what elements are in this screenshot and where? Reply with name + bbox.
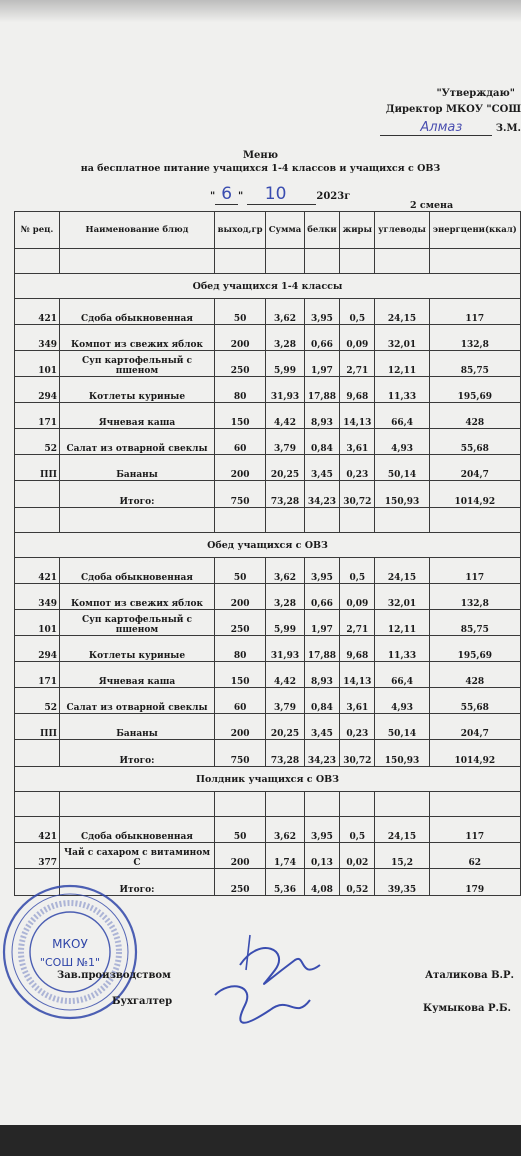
blank-cell bbox=[375, 249, 429, 274]
table-cell: Суп картофельный с пшеном bbox=[60, 610, 215, 636]
total-cell: 750 bbox=[215, 740, 266, 767]
total-blank bbox=[15, 740, 60, 767]
date-year: 2023г bbox=[316, 191, 351, 202]
header-carbs: углеводы bbox=[375, 212, 429, 249]
table-cell: 171 bbox=[15, 662, 60, 688]
blank-cell bbox=[429, 249, 520, 274]
table-cell: 3,61 bbox=[340, 429, 375, 455]
table-cell: 1,97 bbox=[304, 351, 339, 377]
blank-cell bbox=[215, 508, 266, 533]
table-cell: Салат из отварной свеклы bbox=[60, 429, 215, 455]
director-signature-hw: Алмаз bbox=[380, 120, 492, 136]
blank-cell bbox=[15, 249, 60, 274]
table-cell: Котлеты куриные bbox=[60, 377, 215, 403]
table-cell: 200 bbox=[215, 843, 266, 869]
table-cell: 17,88 bbox=[304, 636, 339, 662]
accountant-label: Бухгалтер bbox=[112, 996, 173, 1007]
table-row bbox=[15, 325, 521, 351]
table-cell: 0,84 bbox=[304, 429, 339, 455]
table-cell: 66,4 bbox=[375, 662, 429, 688]
table-cell: 24,15 bbox=[375, 558, 429, 584]
table-cell: 3,95 bbox=[304, 817, 339, 843]
table-cell: 132,8 bbox=[429, 584, 520, 610]
accountant-name: Кумыкова Р.Б. bbox=[423, 1003, 512, 1014]
table-cell: 24,15 bbox=[375, 817, 429, 843]
table-row bbox=[15, 429, 521, 455]
table-cell: 52 bbox=[15, 429, 60, 455]
table-cell: 0,66 bbox=[304, 325, 339, 351]
table-cell: 9,68 bbox=[340, 636, 375, 662]
table-row bbox=[15, 714, 521, 740]
table-cell: 3,45 bbox=[304, 714, 339, 740]
blank-cell bbox=[304, 792, 339, 817]
total-cell: 5,36 bbox=[266, 869, 304, 896]
table-cell: 5,99 bbox=[266, 610, 304, 636]
header-energy: энергцени(ккал) bbox=[429, 212, 520, 249]
director-signature-line bbox=[380, 120, 521, 135]
table-cell: 0,09 bbox=[340, 325, 375, 351]
blank-row bbox=[15, 508, 521, 533]
shift-label: 2 смена bbox=[410, 200, 454, 211]
table-row bbox=[15, 455, 521, 481]
table-cell: 250 bbox=[215, 351, 266, 377]
table-cell: 9,68 bbox=[340, 377, 375, 403]
blank-cell bbox=[266, 249, 304, 274]
table-cell: ПП bbox=[15, 455, 60, 481]
total-cell: 30,72 bbox=[340, 481, 375, 508]
menu-date bbox=[210, 184, 350, 204]
total-cell: 1014,92 bbox=[429, 740, 520, 767]
table-cell: Ячневая каша bbox=[60, 662, 215, 688]
table-cell: 200 bbox=[215, 714, 266, 740]
table-cell: 80 bbox=[215, 377, 266, 403]
blank-cell bbox=[15, 508, 60, 533]
table-cell: 3,62 bbox=[266, 299, 304, 325]
table-cell: 421 bbox=[15, 558, 60, 584]
table-cell: Компот из свежих яблок bbox=[60, 325, 215, 351]
table-cell: 195,69 bbox=[429, 636, 520, 662]
table-cell: 8,93 bbox=[304, 662, 339, 688]
table-cell: 3,95 bbox=[304, 299, 339, 325]
table-cell: 14,13 bbox=[340, 403, 375, 429]
table-cell: Котлеты куриные bbox=[60, 636, 215, 662]
table-cell: 200 bbox=[215, 325, 266, 351]
table-cell: 132,8 bbox=[429, 325, 520, 351]
blank-cell bbox=[375, 508, 429, 533]
table-cell: Сдоба обыкновенная bbox=[60, 558, 215, 584]
table-cell: 294 bbox=[15, 636, 60, 662]
table-cell: 195,69 bbox=[429, 377, 520, 403]
section-lunch-1-4-title: Обед учащихся 1-4 классы bbox=[15, 274, 521, 299]
blank-cell bbox=[304, 508, 339, 533]
table-cell: 4,42 bbox=[266, 403, 304, 429]
table-cell: 0,5 bbox=[340, 558, 375, 584]
section-snack-ovz-title: Полдник учащихся с ОВЗ bbox=[15, 767, 521, 792]
table-cell: 117 bbox=[429, 558, 520, 584]
blank-cell bbox=[375, 792, 429, 817]
table-cell: 3,28 bbox=[266, 325, 304, 351]
table-cell: 11,33 bbox=[375, 377, 429, 403]
section-lunch-1-4-row bbox=[15, 274, 521, 299]
total-cell: 73,28 bbox=[266, 481, 304, 508]
table-row bbox=[15, 558, 521, 584]
stamp-center-bottom: "СОШ №1" bbox=[39, 956, 101, 969]
table-cell: 2,71 bbox=[340, 351, 375, 377]
table-cell: 3,62 bbox=[266, 817, 304, 843]
table-row bbox=[15, 688, 521, 714]
table-cell: Компот из свежих яблок bbox=[60, 584, 215, 610]
table-cell: 1,74 bbox=[266, 843, 304, 869]
total-cell: 34,23 bbox=[304, 481, 339, 508]
table-cell: 150 bbox=[215, 662, 266, 688]
table-cell: 12,11 bbox=[375, 351, 429, 377]
blank-cell bbox=[429, 508, 520, 533]
table-cell: 55,68 bbox=[429, 688, 520, 714]
blank-cell bbox=[266, 508, 304, 533]
table-cell: 20,25 bbox=[266, 714, 304, 740]
blank-cell bbox=[340, 508, 375, 533]
table-row bbox=[15, 610, 521, 636]
table-cell: 101 bbox=[15, 351, 60, 377]
table-cell: 0,84 bbox=[304, 688, 339, 714]
table-cell: 60 bbox=[215, 429, 266, 455]
manager-name: Аталикова В.Р. bbox=[425, 970, 515, 981]
section-lunch-ovz-row bbox=[15, 533, 521, 558]
blank-cell bbox=[304, 249, 339, 274]
table-cell: 349 bbox=[15, 325, 60, 351]
table-cell: 150 bbox=[215, 403, 266, 429]
table-cell: Чай с сахаром с витамином С bbox=[60, 843, 215, 869]
table-cell: 294 bbox=[15, 377, 60, 403]
table-cell: 8,93 bbox=[304, 403, 339, 429]
table-cell: 85,75 bbox=[429, 610, 520, 636]
table-cell: Ячневая каша bbox=[60, 403, 215, 429]
table-cell: 3,28 bbox=[266, 584, 304, 610]
date-day: 6 bbox=[215, 184, 238, 205]
blank-cell bbox=[340, 792, 375, 817]
table-cell: 3,61 bbox=[340, 688, 375, 714]
table-cell: 204,7 bbox=[429, 455, 520, 481]
header-protein: белки bbox=[304, 212, 339, 249]
header-portion: выход,гр bbox=[215, 212, 266, 249]
approve-label: "Утверждаю" bbox=[436, 88, 515, 99]
blank-row bbox=[15, 792, 521, 817]
table-cell: 117 bbox=[429, 299, 520, 325]
signatures bbox=[200, 925, 340, 1040]
total-row bbox=[15, 481, 521, 508]
table-cell: 0,23 bbox=[340, 455, 375, 481]
table-cell: 14,13 bbox=[340, 662, 375, 688]
table-cell: 200 bbox=[215, 584, 266, 610]
table-cell: 32,01 bbox=[375, 584, 429, 610]
table-header-row bbox=[15, 212, 521, 249]
blank-cell bbox=[60, 508, 215, 533]
table-cell: 31,93 bbox=[266, 377, 304, 403]
blank-cell bbox=[266, 792, 304, 817]
blank-cell bbox=[215, 792, 266, 817]
total-cell: 150,93 bbox=[375, 481, 429, 508]
table-cell: 377 bbox=[15, 843, 60, 869]
table-cell: 428 bbox=[429, 662, 520, 688]
menu-subtitle: на бесплатное питание учащихся 1-4 классов и учащихся с ОВЗ bbox=[80, 163, 441, 174]
table-cell: 0,5 bbox=[340, 299, 375, 325]
blank-cell bbox=[340, 249, 375, 274]
table-row bbox=[15, 584, 521, 610]
table-cell: 31,93 bbox=[266, 636, 304, 662]
blank-cell bbox=[60, 792, 215, 817]
total-cell: 250 bbox=[215, 869, 266, 896]
table-cell: 0,09 bbox=[340, 584, 375, 610]
manager-label: Зав.производством bbox=[57, 970, 171, 981]
table-row bbox=[15, 817, 521, 843]
total-cell: 30,72 bbox=[340, 740, 375, 767]
table-cell: 62 bbox=[429, 843, 520, 869]
total-cell: Итого: bbox=[60, 481, 215, 508]
table-cell: 50 bbox=[215, 558, 266, 584]
total-cell: 1014,92 bbox=[429, 481, 520, 508]
header-fat: жиры bbox=[340, 212, 375, 249]
table-cell: 349 bbox=[15, 584, 60, 610]
header-recipe: № рец. bbox=[15, 212, 60, 249]
table-cell: 55,68 bbox=[429, 429, 520, 455]
table-cell: 101 bbox=[15, 610, 60, 636]
table-row bbox=[15, 636, 521, 662]
header-dish: Наименование блюд bbox=[60, 212, 215, 249]
date-quote-open: " bbox=[210, 191, 216, 202]
header-sum: Сумма bbox=[266, 212, 304, 249]
table-cell: 17,88 bbox=[304, 377, 339, 403]
table-cell: Суп картофельный с пшеном bbox=[60, 351, 215, 377]
menu-table bbox=[14, 211, 521, 896]
table-cell: 117 bbox=[429, 817, 520, 843]
blank-row bbox=[15, 249, 521, 274]
total-cell: 39,35 bbox=[375, 869, 429, 896]
table-cell: 4,93 bbox=[375, 688, 429, 714]
table-cell: 24,15 bbox=[375, 299, 429, 325]
table-cell: 2,71 bbox=[340, 610, 375, 636]
total-row bbox=[15, 740, 521, 767]
total-cell: Итого: bbox=[60, 740, 215, 767]
table-cell: 0,5 bbox=[340, 817, 375, 843]
table-cell: 204,7 bbox=[429, 714, 520, 740]
director-initials: З.М. bbox=[495, 123, 521, 134]
table-row bbox=[15, 403, 521, 429]
table-cell: 1,97 bbox=[304, 610, 339, 636]
table-cell: 421 bbox=[15, 817, 60, 843]
total-cell: Итого: bbox=[60, 869, 215, 896]
table-cell: 0,23 bbox=[340, 714, 375, 740]
stamp-center-top: МКОУ bbox=[52, 937, 88, 951]
total-blank bbox=[15, 481, 60, 508]
date-month: 10 bbox=[247, 184, 317, 205]
table-cell: 171 bbox=[15, 403, 60, 429]
blank-cell bbox=[60, 249, 215, 274]
table-cell: 428 bbox=[429, 403, 520, 429]
table-cell: 20,25 bbox=[266, 455, 304, 481]
table-cell: 15,2 bbox=[375, 843, 429, 869]
table-cell: 4,93 bbox=[375, 429, 429, 455]
table-cell: 11,33 bbox=[375, 636, 429, 662]
table-row bbox=[15, 662, 521, 688]
table-cell: 0,13 bbox=[304, 843, 339, 869]
table-cell: 66,4 bbox=[375, 403, 429, 429]
total-cell: 179 bbox=[429, 869, 520, 896]
blank-cell bbox=[429, 792, 520, 817]
blank-cell bbox=[215, 249, 266, 274]
table-cell: 85,75 bbox=[429, 351, 520, 377]
table-row bbox=[15, 299, 521, 325]
table-cell: 0,02 bbox=[340, 843, 375, 869]
table-cell: 3,79 bbox=[266, 429, 304, 455]
total-cell: 4,08 bbox=[304, 869, 339, 896]
table-cell: 200 bbox=[215, 455, 266, 481]
menu-title: Меню bbox=[242, 150, 278, 161]
table-cell: 12,11 bbox=[375, 610, 429, 636]
table-cell: 3,62 bbox=[266, 558, 304, 584]
table-cell: 60 bbox=[215, 688, 266, 714]
table-cell: Сдоба обыкновенная bbox=[60, 299, 215, 325]
director-label: Директор МКОУ "СОШ bbox=[385, 104, 521, 115]
table-row bbox=[15, 843, 521, 869]
table-cell: 4,42 bbox=[266, 662, 304, 688]
table-cell: 5,99 bbox=[266, 351, 304, 377]
table-cell: 421 bbox=[15, 299, 60, 325]
table-cell: 80 bbox=[215, 636, 266, 662]
table-cell: 50,14 bbox=[375, 714, 429, 740]
table-cell: Бананы bbox=[60, 714, 215, 740]
table-row bbox=[15, 377, 521, 403]
table-cell: Бананы bbox=[60, 455, 215, 481]
table-cell: 50,14 bbox=[375, 455, 429, 481]
section-lunch-ovz-title: Обед учащихся с ОВЗ bbox=[15, 533, 521, 558]
section-snack-ovz-row bbox=[15, 767, 521, 792]
table-cell: 3,79 bbox=[266, 688, 304, 714]
total-cell: 150,93 bbox=[375, 740, 429, 767]
table-row bbox=[15, 351, 521, 377]
table-cell: Сдоба обыкновенная bbox=[60, 817, 215, 843]
total-cell: 34,23 bbox=[304, 740, 339, 767]
table-cell: 3,45 bbox=[304, 455, 339, 481]
table-cell: 3,95 bbox=[304, 558, 339, 584]
blank-cell bbox=[15, 792, 60, 817]
table-cell: 50 bbox=[215, 299, 266, 325]
table-cell: 52 bbox=[15, 688, 60, 714]
total-cell: 0,52 bbox=[340, 869, 375, 896]
table-cell: 0,66 bbox=[304, 584, 339, 610]
date-quote-close: " bbox=[238, 191, 244, 202]
table-cell: 250 bbox=[215, 610, 266, 636]
table-cell: 50 bbox=[215, 817, 266, 843]
page-top-shadow bbox=[0, 0, 521, 22]
total-cell: 73,28 bbox=[266, 740, 304, 767]
table-cell: 32,01 bbox=[375, 325, 429, 351]
total-cell: 750 bbox=[215, 481, 266, 508]
table-cell: Салат из отварной свеклы bbox=[60, 688, 215, 714]
table-cell: ПП bbox=[15, 714, 60, 740]
